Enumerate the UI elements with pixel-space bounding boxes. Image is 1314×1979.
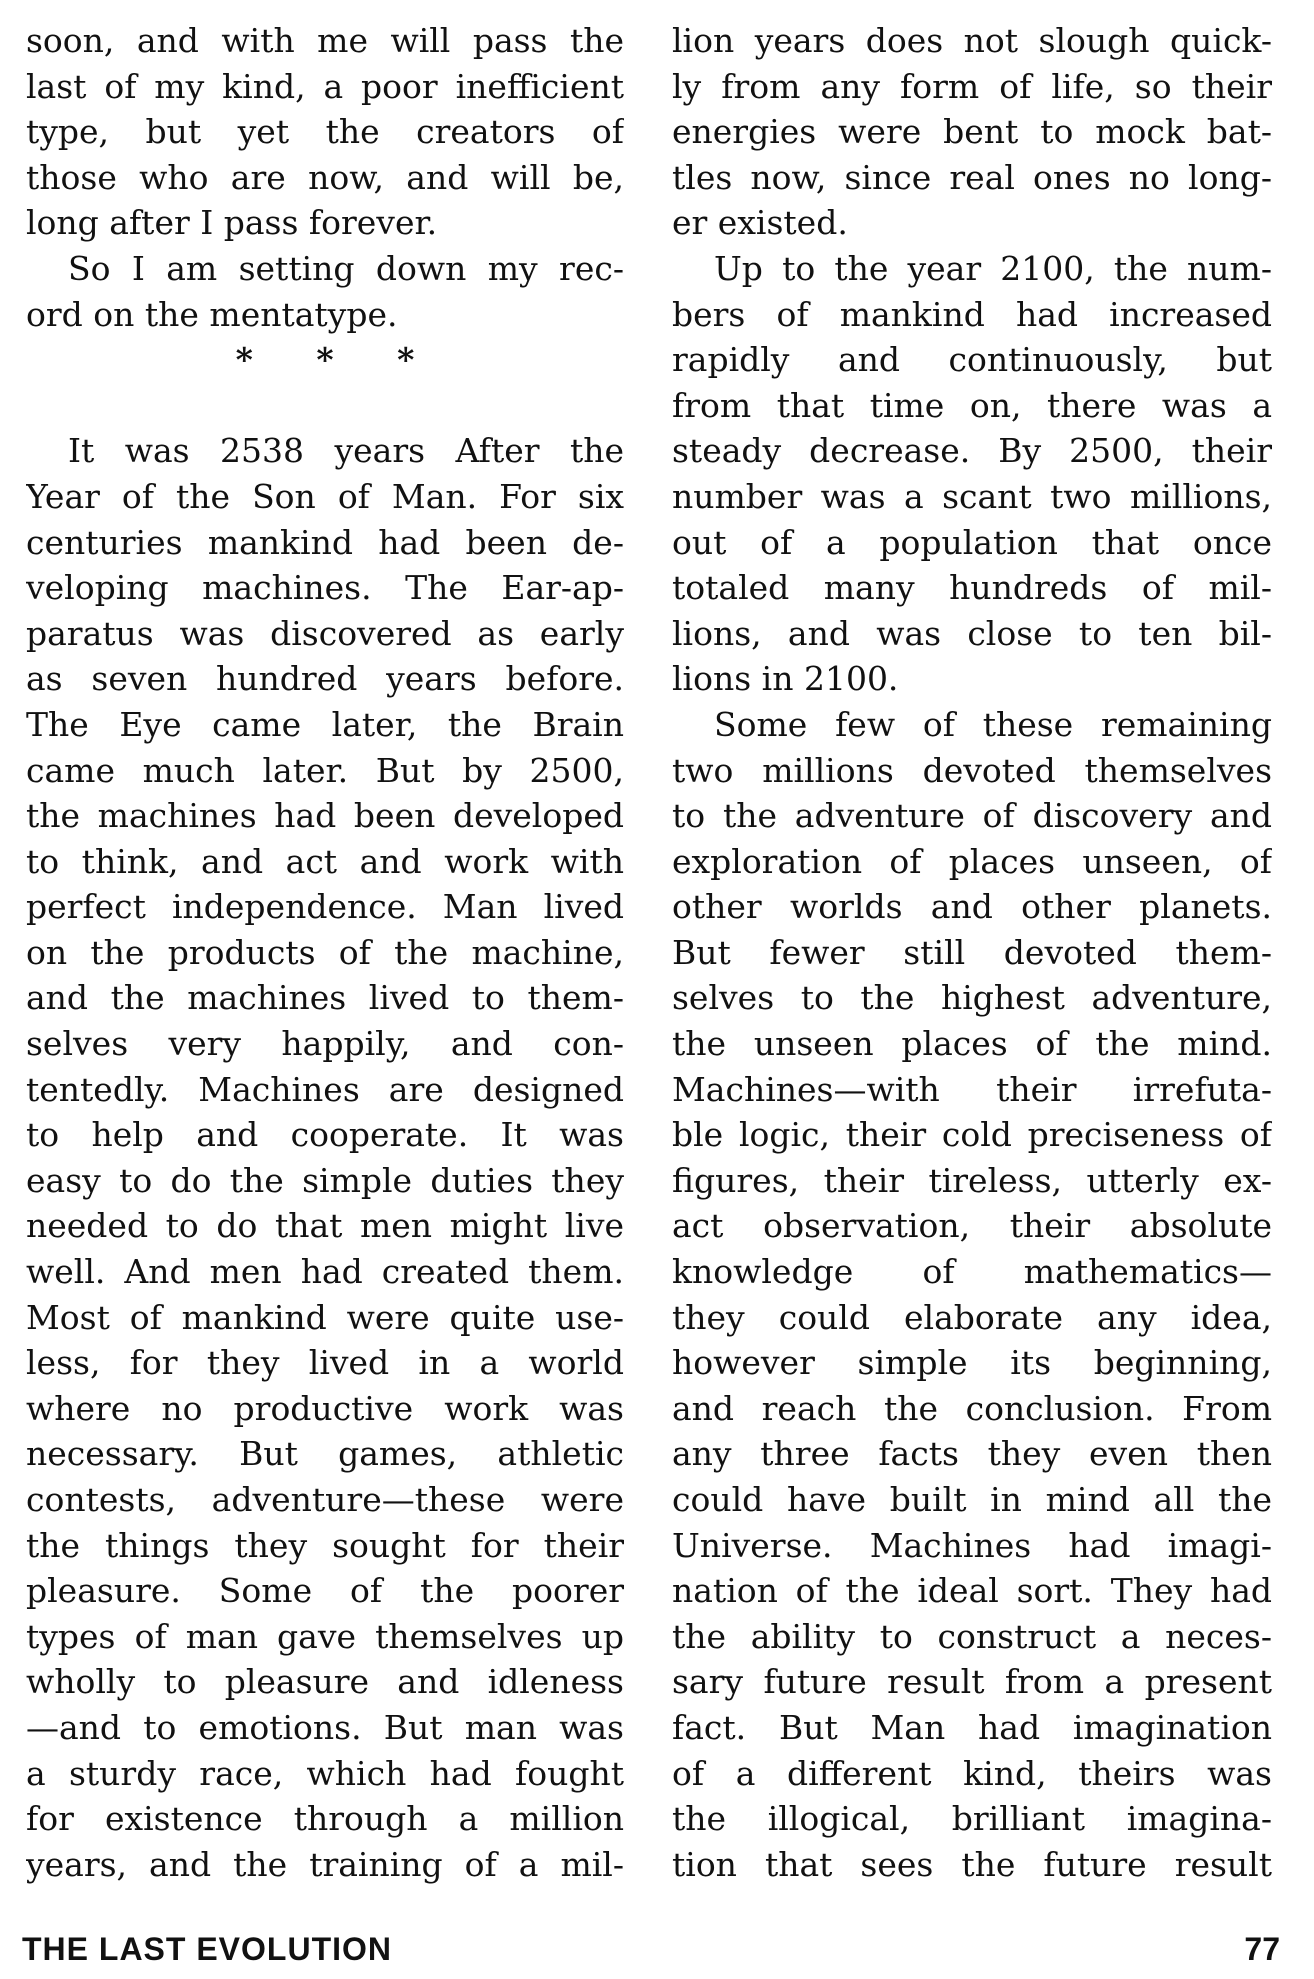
text-line: they could elaborate any idea, xyxy=(672,1297,1272,1337)
text-line: Most of mankind were quite use- xyxy=(26,1297,624,1337)
text-line: figures, their tireless, utterly ex- xyxy=(672,1160,1272,1200)
text-line: steady decrease. By 2500, their xyxy=(672,431,1272,471)
text-line: the unseen places of the mind. xyxy=(672,1024,1272,1064)
text-line: came much later. But by 2500, xyxy=(26,750,624,790)
text-line: bers of mankind had increased xyxy=(672,294,1272,334)
text-line: tion that sees the future result xyxy=(672,1844,1272,1884)
text-line: selves very happily, and con- xyxy=(26,1024,624,1064)
text-line: So I am setting down my rec- xyxy=(68,248,624,288)
text-line: the ability to construct a neces- xyxy=(672,1616,1272,1656)
text-line: where no productive work was xyxy=(26,1388,624,1428)
text-line: easy to do the simple duties they xyxy=(26,1160,624,1200)
text-line: to the adventure of discovery and xyxy=(672,796,1272,836)
text-line: paratus was discovered as early xyxy=(26,613,624,653)
text-line: needed to do that men might live xyxy=(26,1206,624,1246)
text-line: the things they sought for their xyxy=(26,1525,624,1565)
text-line: fact. But Man had imagination xyxy=(672,1707,1272,1747)
text-line: wholly to pleasure and idleness xyxy=(26,1662,624,1702)
right-text-column xyxy=(672,18,1272,1887)
text-line: Machines—with their irrefuta- xyxy=(672,1069,1272,1109)
text-line: The Eye came later, the Brain xyxy=(26,704,624,744)
text-line: ly from any form of life, so their xyxy=(672,66,1272,106)
text-line: lions in 2100. xyxy=(672,659,899,699)
page-footer xyxy=(0,1931,1314,1971)
text-line: years, and the training of a mil- xyxy=(26,1844,624,1884)
text-line: the illogical, brilliant imagina- xyxy=(672,1799,1272,1839)
text-line: centuries mankind had been de- xyxy=(26,522,624,562)
page-number: 77 xyxy=(1244,1931,1280,1967)
text-line: perfect independence. Man lived xyxy=(26,887,624,927)
text-line: nation of the ideal sort. They had xyxy=(672,1571,1272,1611)
text-line: pleasure. Some of the poorer xyxy=(26,1571,624,1611)
text-line: Universe. Machines had imagi- xyxy=(672,1525,1272,1565)
text-line: lions, and was close to ten bil- xyxy=(672,613,1272,653)
text-line: —and to emotions. But man was xyxy=(26,1707,624,1747)
text-line: lion years does not slough quick- xyxy=(672,21,1272,60)
text-line: and the machines lived to them- xyxy=(26,978,624,1018)
text-line: exploration of places unseen, of xyxy=(672,841,1272,881)
text-line: But fewer still devoted them- xyxy=(672,932,1272,972)
text-line: other worlds and other planets. xyxy=(672,887,1272,927)
text-line: on the products of the machine, xyxy=(26,932,624,972)
text-line: necessary. But games, athletic xyxy=(26,1434,624,1474)
text-line: Year of the Son of Man. For six xyxy=(26,476,624,516)
text-line: from that time on, there was a xyxy=(672,385,1272,425)
text-line: contests, adventure—these were xyxy=(26,1480,624,1519)
text-line: for existence through a million xyxy=(26,1799,624,1839)
text-line: to think, and act and work with xyxy=(26,841,624,881)
text-line: It was 2538 years After the xyxy=(68,431,624,471)
text-line: tentedly. Machines are designed xyxy=(26,1069,624,1109)
left-text-column xyxy=(26,18,624,1887)
text-line: to help and cooperate. It was xyxy=(26,1115,624,1155)
text-line: number was a scant two millions, xyxy=(672,476,1272,516)
text-line: act observation, their absolute xyxy=(672,1206,1272,1246)
text-line: less, for they lived in a world xyxy=(26,1343,624,1383)
text-line: soon, and with me will pass the xyxy=(26,21,624,60)
text-line: knowledge of mathematics— xyxy=(672,1252,1272,1292)
text-line: er existed. xyxy=(672,203,848,243)
text-line: ord on the mentatype. xyxy=(26,294,398,334)
text-line: well. And men had created them. xyxy=(26,1252,624,1292)
blank-line xyxy=(26,383,624,429)
text-line: sary future result from a present xyxy=(672,1662,1272,1702)
text-line: long after I pass forever. xyxy=(26,203,438,243)
running-title: THE LAST EVOLUTION xyxy=(22,1931,392,1967)
text-line: rapidly and continuously, but xyxy=(672,340,1272,380)
text-line: two millions devoted themselves xyxy=(672,750,1272,790)
text-line: tles now, since real ones no long- xyxy=(672,157,1272,197)
text-line: veloping machines. The Ear-ap- xyxy=(26,568,624,608)
text-line: a sturdy race, which had fought xyxy=(26,1753,624,1793)
text-line: energies were bent to mock bat- xyxy=(672,112,1272,152)
text-line: out of a population that once xyxy=(672,522,1272,562)
text-line: of a different kind, theirs was xyxy=(672,1753,1272,1793)
text-line: totaled many hundreds of mil- xyxy=(672,568,1272,608)
text-line: type, but yet the creators of xyxy=(26,112,624,152)
text-line: ble logic, their cold preciseness of xyxy=(672,1115,1272,1155)
section-break: * * * xyxy=(235,340,441,380)
text-line: the machines had been developed xyxy=(26,796,624,836)
text-line: and reach the conclusion. From xyxy=(672,1388,1272,1428)
text-line: last of my kind, a poor inefficient xyxy=(26,66,624,106)
text-line: types of man gave themselves up xyxy=(26,1616,624,1656)
text-line: as seven hundred years before. xyxy=(26,659,624,699)
text-line: Up to the year 2100, the num- xyxy=(714,248,1272,288)
text-line: could have built in mind all the xyxy=(672,1480,1272,1519)
text-line: however simple its beginning, xyxy=(672,1343,1272,1383)
text-line: Some few of these remaining xyxy=(714,704,1272,744)
text-line: those who are now, and will be, xyxy=(26,157,624,197)
text-line: selves to the highest adventure, xyxy=(672,978,1272,1018)
text-line: any three facts they even then xyxy=(672,1434,1272,1474)
